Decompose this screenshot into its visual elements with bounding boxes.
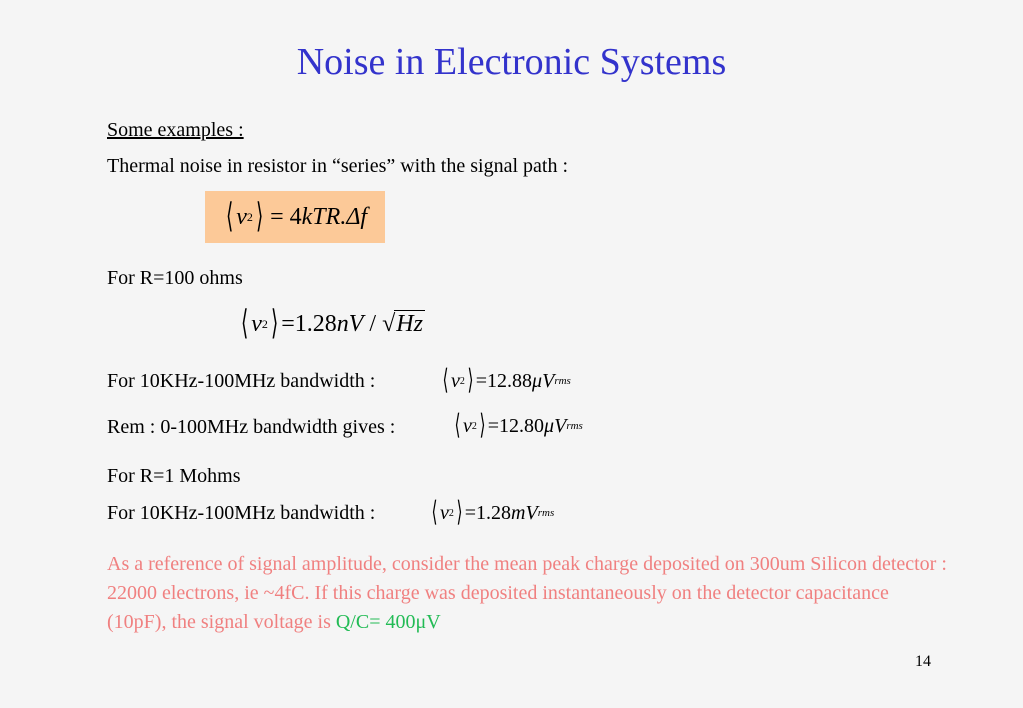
- reference-paragraph: [107, 550, 947, 637]
- value: =12.80: [487, 414, 545, 437]
- r1m-label: For R=1 Mohms: [107, 465, 241, 487]
- slash: /: [363, 310, 383, 337]
- value: =1.28: [281, 310, 337, 337]
- bw1-formula: [440, 362, 571, 400]
- signal-voltage-highlight: Q/C= 400μV: [335, 611, 441, 633]
- exp: 2: [448, 507, 454, 519]
- slide-title: Noise in Electronic Systems: [296, 41, 727, 83]
- equals: = 4: [270, 203, 302, 230]
- var: v: [450, 369, 460, 392]
- subscript: rms: [566, 420, 583, 432]
- r1m-formula: [429, 494, 554, 532]
- value: =1.28: [464, 501, 512, 524]
- unit: nV: [336, 310, 364, 337]
- reference-text: As a reference of signal amplitude, consider the mean peak charge deposited on 300um Silicon detector : 22000 electrons, ie ~4fC. If this charge was deposited instantaneously on the detector capacitance (10pF), the signal voltage is: [107, 553, 947, 633]
- unit: μV: [544, 414, 567, 437]
- exp: 2: [261, 316, 268, 331]
- bw1-label: For 10KHz-100MHz bandwidth :: [107, 370, 376, 392]
- var: v: [251, 310, 262, 337]
- r1m-bw-label: For 10KHz-100MHz bandwidth :: [107, 502, 376, 524]
- examples-heading: Some examples :: [107, 119, 244, 141]
- subscript: rms: [554, 375, 571, 387]
- right-angle: ⟩: [270, 305, 279, 342]
- exp: 2: [459, 375, 465, 387]
- unit: μV: [532, 369, 555, 392]
- r100-label: For R=100 ohms: [107, 267, 243, 289]
- left-angle: ⟨: [240, 305, 249, 342]
- sqrt-body: Hz: [396, 311, 423, 337]
- radical-sign-icon: √: [382, 311, 396, 337]
- left-angle: ⟨: [442, 365, 449, 396]
- right-angle: ⟩: [479, 410, 486, 441]
- var: v: [439, 501, 449, 524]
- right-angle: ⟩: [255, 198, 264, 235]
- main-formula: [205, 191, 385, 243]
- right-angle: ⟩: [456, 497, 463, 528]
- unit: mV: [511, 501, 538, 524]
- var: v: [236, 203, 247, 230]
- exp: 2: [471, 420, 477, 432]
- left-angle: ⟨: [225, 198, 234, 235]
- left-angle: ⟨: [454, 410, 461, 441]
- subscript: rms: [537, 507, 555, 519]
- page-number: 14: [915, 653, 931, 670]
- var: v: [462, 414, 472, 437]
- r100-formula: [238, 302, 425, 346]
- thermal-noise-line: Thermal noise in resistor in “series” with the signal path :: [107, 155, 568, 177]
- value: =12.88: [475, 369, 533, 392]
- rem-formula: [452, 407, 583, 445]
- right-angle: ⟩: [467, 365, 474, 396]
- rem-label: Rem : 0-100MHz bandwidth gives :: [107, 416, 396, 438]
- exp: 2: [246, 209, 253, 224]
- sqrt: [382, 310, 425, 338]
- rhs: kTR.Δf: [301, 203, 368, 230]
- left-angle: ⟨: [431, 497, 438, 528]
